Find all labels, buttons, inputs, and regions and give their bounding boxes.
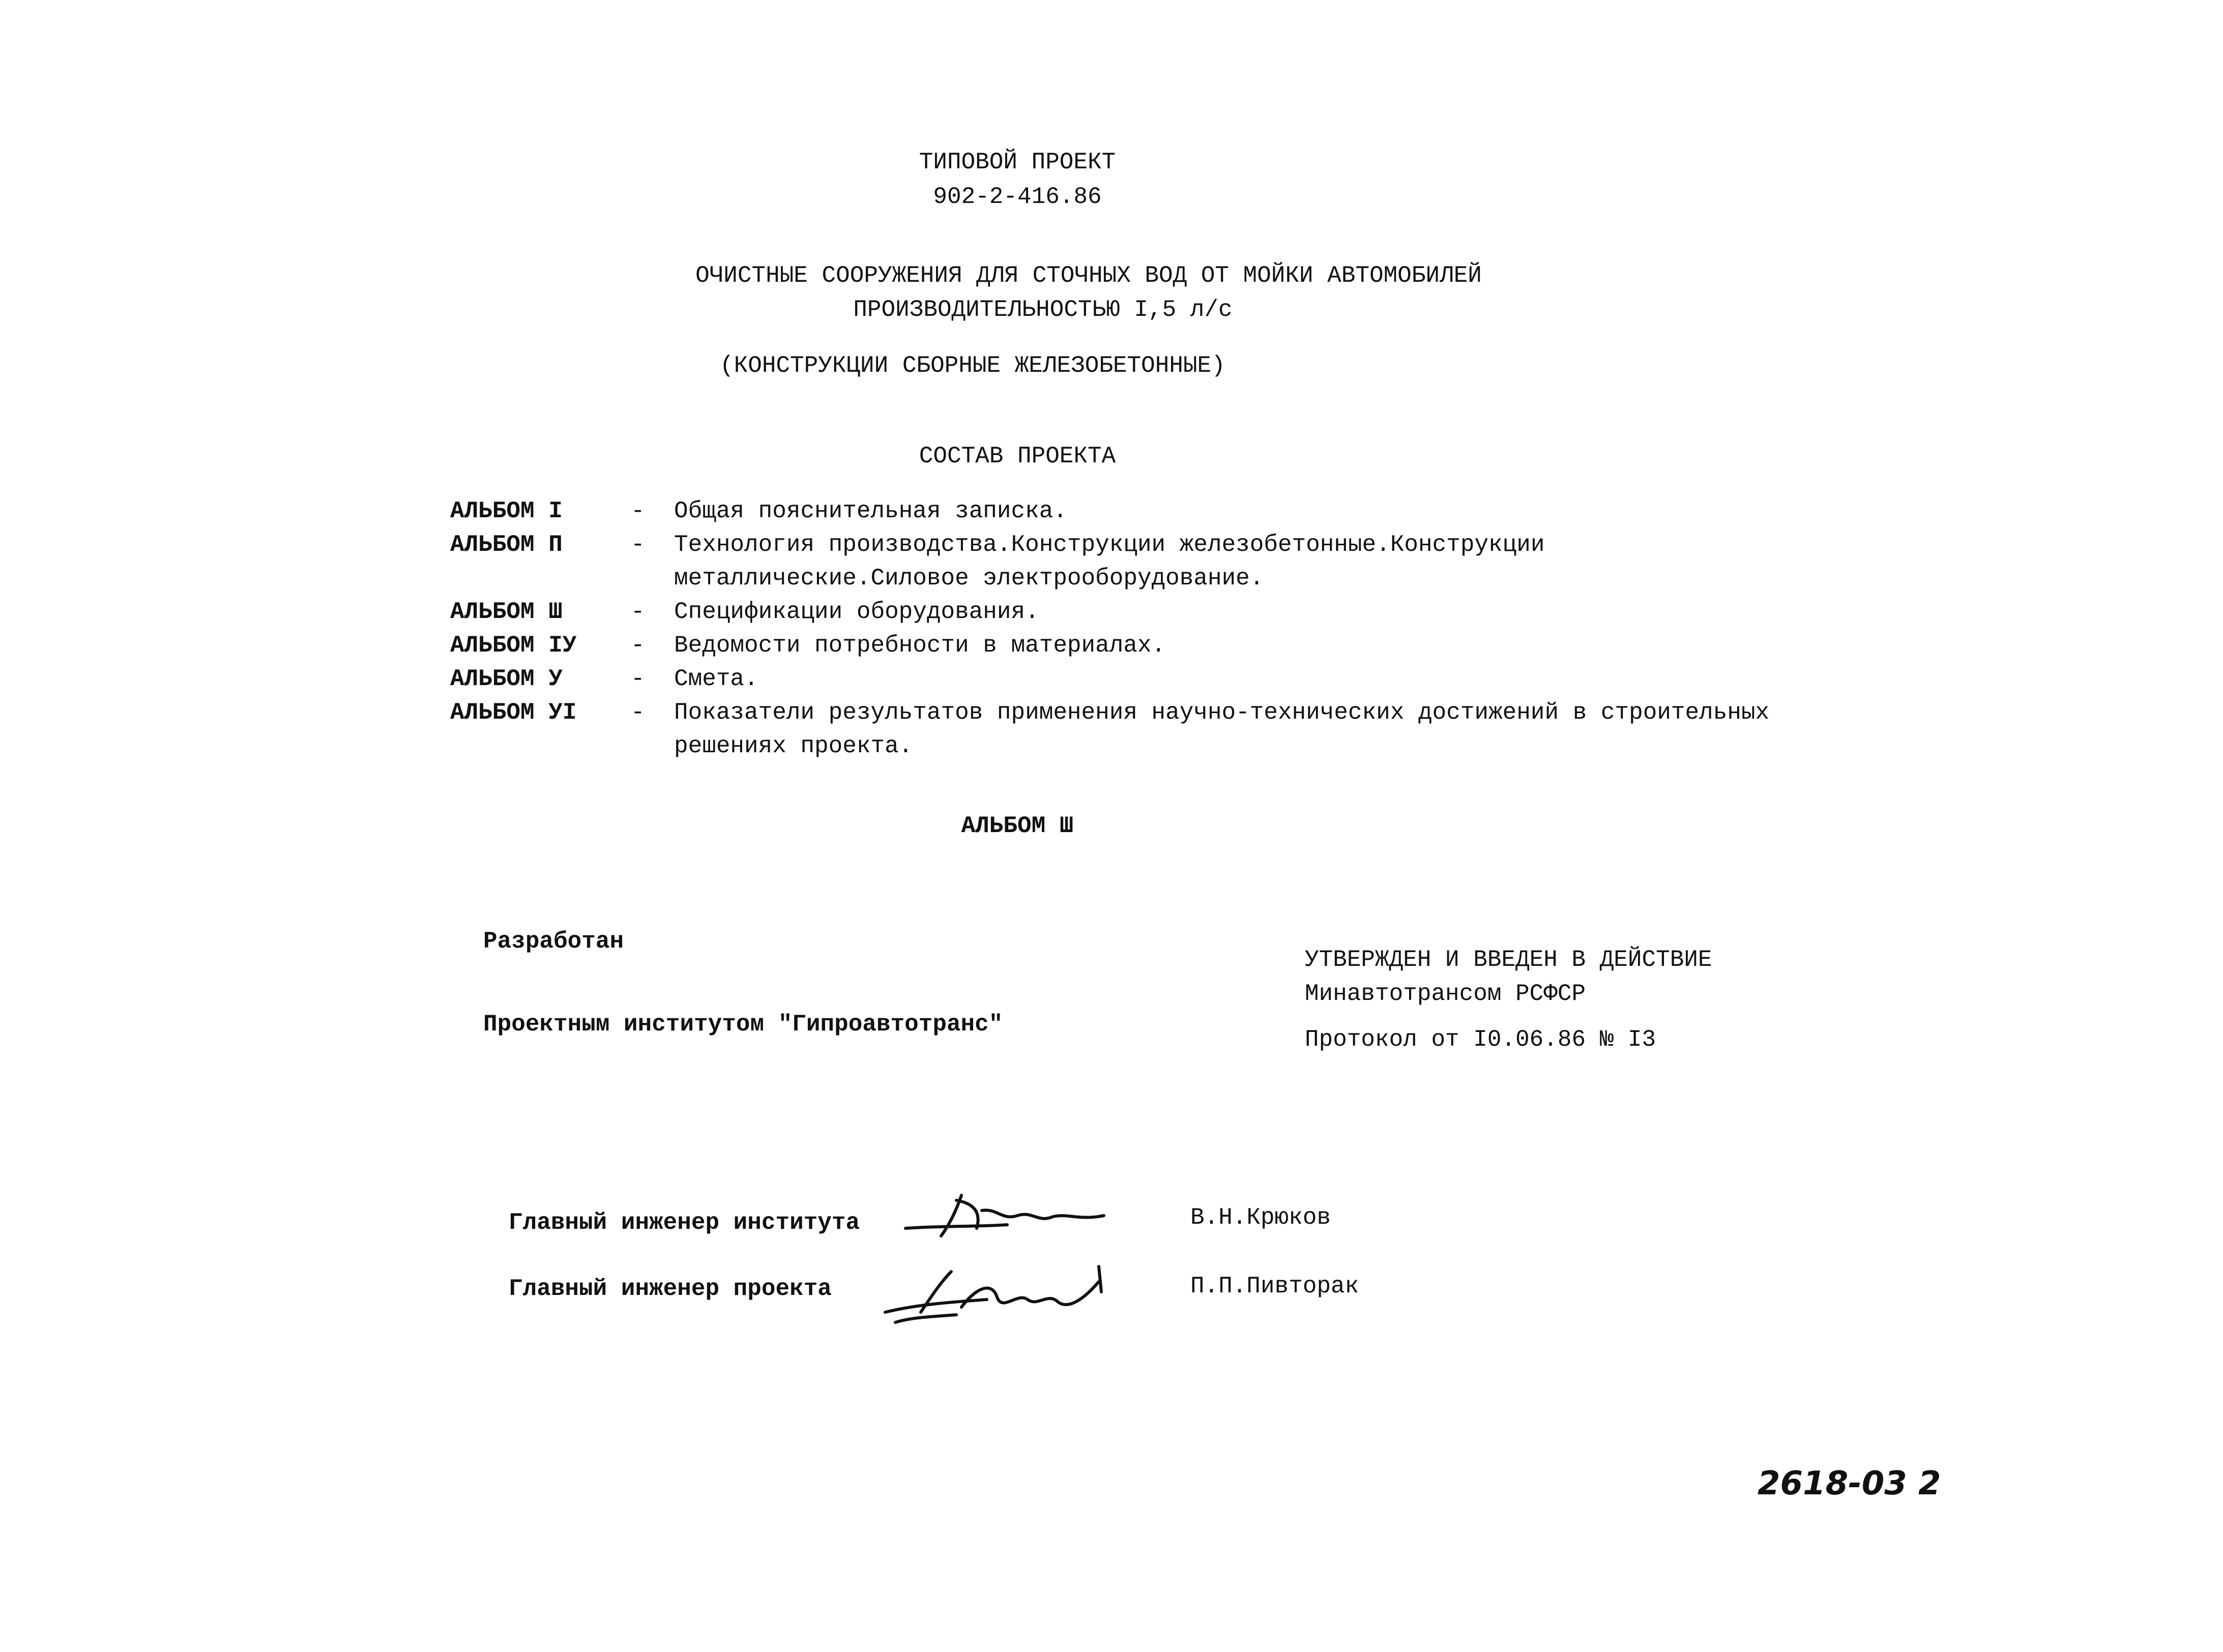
approved-line3: Протокол от I0.06.86 № I3: [1305, 1026, 1656, 1053]
signatory-name: В.Н.Крюков: [1190, 1204, 1331, 1231]
approved-line2: Минавтотрансом РСФСР: [1305, 981, 1586, 1007]
dash: -: [631, 666, 645, 692]
signatory-name: П.П.Пивторак: [1190, 1273, 1359, 1300]
project-title-line1: ОЧИСТНЫЕ СООРУЖЕНИЯ ДЛЯ СТОЧНЫХ ВОД ОТ МОЙКИ АВТОМОБИЛЕЙ: [695, 262, 1482, 289]
album-description: Показатели результатов применения научно-технических достижений в строительных решениях проекта.: [674, 699, 1770, 759]
project-type-label: ТИПОВОЙ ПРОЕКТ: [919, 149, 1116, 175]
project-title-line2: ПРОИЗВОДИТЕЛЬНОСТЬЮ I,5 л/с: [853, 297, 1233, 323]
album-description: Общая пояснительная записка.: [674, 498, 1067, 524]
album-description: Спецификации оборудования.: [674, 599, 1039, 625]
album-label: АЛЬБОМ УI: [450, 699, 577, 726]
dash: -: [631, 599, 645, 625]
developed-by: Проектным институтом "Гипроавтотранс": [483, 1011, 1003, 1038]
handwritten-signature-2: [875, 1251, 1119, 1333]
album-description: Технология производства.Конструкции железобетонные.Конструкции металлические.Силовое электрооборудование.: [674, 532, 1545, 592]
handwritten-signature-1: [900, 1180, 1124, 1246]
signature-role: Главный инженер института: [509, 1210, 860, 1236]
project-number: 902-2-416.86: [933, 184, 1102, 210]
project-subtitle: (КОНСТРУКЦИИ СБОРНЫЕ ЖЕЛЕЗОБЕТОННЫЕ): [720, 352, 1225, 379]
archive-number: 2618-03 2: [1758, 1465, 1941, 1502]
album-label: АЛЬБОМ I: [450, 498, 563, 524]
approved-line1: УТВЕРЖДЕН И ВВЕДЕН В ДЕЙСТВИЕ: [1305, 947, 1712, 973]
dash: -: [631, 498, 645, 524]
album-description: Ведомости потребности в материалах.: [674, 632, 1166, 659]
album-description: Смета.: [674, 666, 758, 692]
album-label: АЛЬБОМ П: [450, 532, 563, 558]
current-album-title: АЛЬБОМ Ш: [961, 813, 1074, 839]
dash: -: [631, 632, 645, 659]
album-label: АЛЬБОМ IУ: [450, 632, 577, 659]
developed-label: Разработан: [483, 928, 624, 955]
contents-heading: СОСТАВ ПРОЕКТА: [919, 443, 1116, 469]
dash: -: [631, 699, 645, 726]
dash: -: [631, 532, 645, 558]
signature-role: Главный инженер проекта: [509, 1276, 832, 1302]
album-label: АЛЬБОМ Ш: [450, 599, 563, 625]
album-label: АЛЬБОМ У: [450, 666, 563, 692]
